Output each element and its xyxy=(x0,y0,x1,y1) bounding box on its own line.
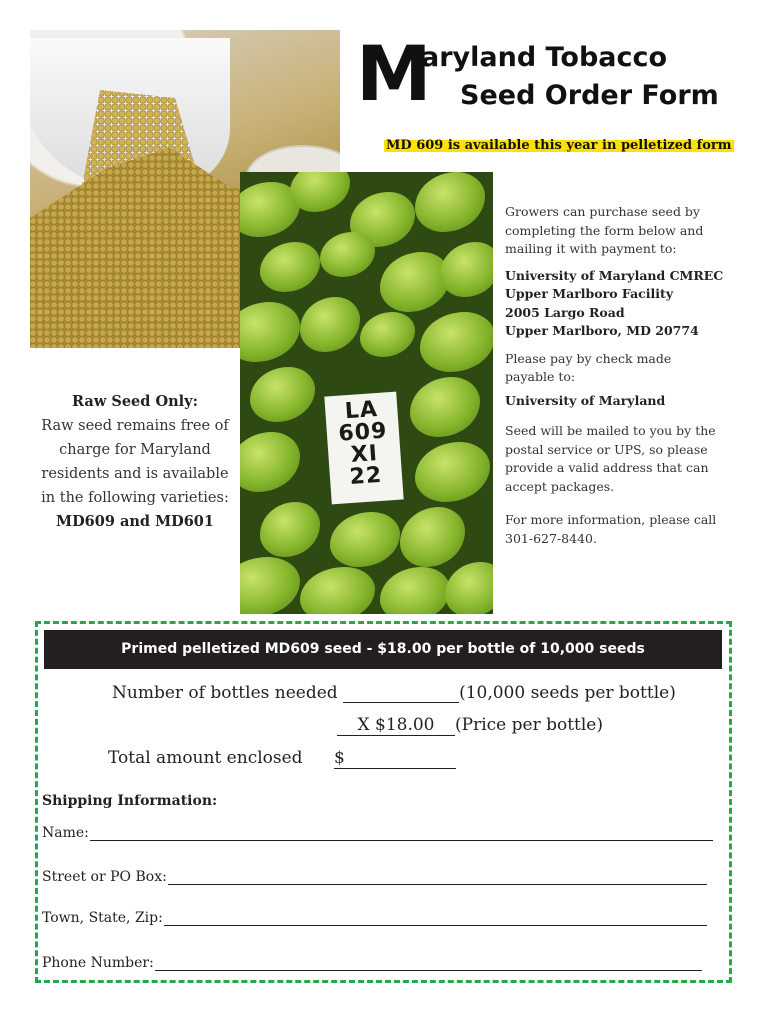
mail-note: Seed will be mailed to you by the postal service or UPS, so please provide a valid address that can accept packages. xyxy=(505,423,716,494)
address-line-3: 2005 Largo Road xyxy=(505,304,625,320)
price-note: (Price per bottle) xyxy=(455,715,604,735)
phone-line[interactable] xyxy=(155,956,702,971)
address-line-2: Upper Marlboro Facility xyxy=(505,286,674,301)
subtitle-highlight: MD 609 is available this year in pelletized form xyxy=(386,138,732,153)
town-line[interactable] xyxy=(164,911,707,926)
total-label: Total amount enclosed xyxy=(108,748,303,768)
info-intro: Growers can purchase seed by completing the form below and mailing it with payment to: xyxy=(505,204,704,256)
raw-seed-block xyxy=(40,390,230,534)
bottles-label: Number of bottles needed xyxy=(112,683,338,703)
town-label: Town, State, Zip: xyxy=(42,910,163,926)
total-input[interactable] xyxy=(334,748,456,769)
total-symbol: $ xyxy=(334,748,345,768)
phone-field[interactable] xyxy=(42,955,702,971)
bottles-row xyxy=(112,683,676,703)
title-line-1: aryland Tobacco xyxy=(421,42,668,73)
street-label: Street or PO Box: xyxy=(42,869,167,885)
address-line-1: University of Maryland CMREC xyxy=(505,267,724,283)
payee: University of Maryland xyxy=(505,392,666,408)
name-label: Name: xyxy=(42,825,89,841)
title-line-2: Seed Order Form xyxy=(460,80,719,111)
name-line[interactable] xyxy=(90,826,713,841)
pay-note: Please pay by check made payable to: xyxy=(505,350,672,384)
phone-label: Phone Number: xyxy=(42,955,154,971)
contact-note: For more information, please call 301-627-8440. xyxy=(505,512,717,546)
street-field[interactable] xyxy=(42,869,707,885)
name-field[interactable] xyxy=(42,825,713,841)
bottles-input[interactable] xyxy=(343,684,459,703)
raw-seed-heading: Raw Seed Only: xyxy=(72,393,198,410)
price-value: X $18.00 xyxy=(337,715,455,736)
seedling-photo xyxy=(240,172,493,614)
shipping-heading: Shipping Information: xyxy=(42,793,218,809)
bottles-note: (10,000 seeds per bottle) xyxy=(459,683,676,703)
title-initial: M xyxy=(356,29,430,118)
order-banner: Primed pelletized MD609 seed - $18.00 per bottle of 10,000 seeds xyxy=(44,630,722,669)
plant-tag: LA 609 XI 22 xyxy=(324,392,403,505)
address-line-4: Upper Marlboro, MD 20774 xyxy=(505,323,699,338)
raw-seed-body: Raw seed remains free of charge for Maryland residents and is available in the following varieties: xyxy=(41,418,229,506)
street-line[interactable] xyxy=(168,870,707,885)
price-row xyxy=(337,715,603,736)
raw-seed-varieties: MD609 and MD601 xyxy=(56,513,214,530)
town-field[interactable] xyxy=(42,910,707,926)
info-column xyxy=(505,203,730,548)
